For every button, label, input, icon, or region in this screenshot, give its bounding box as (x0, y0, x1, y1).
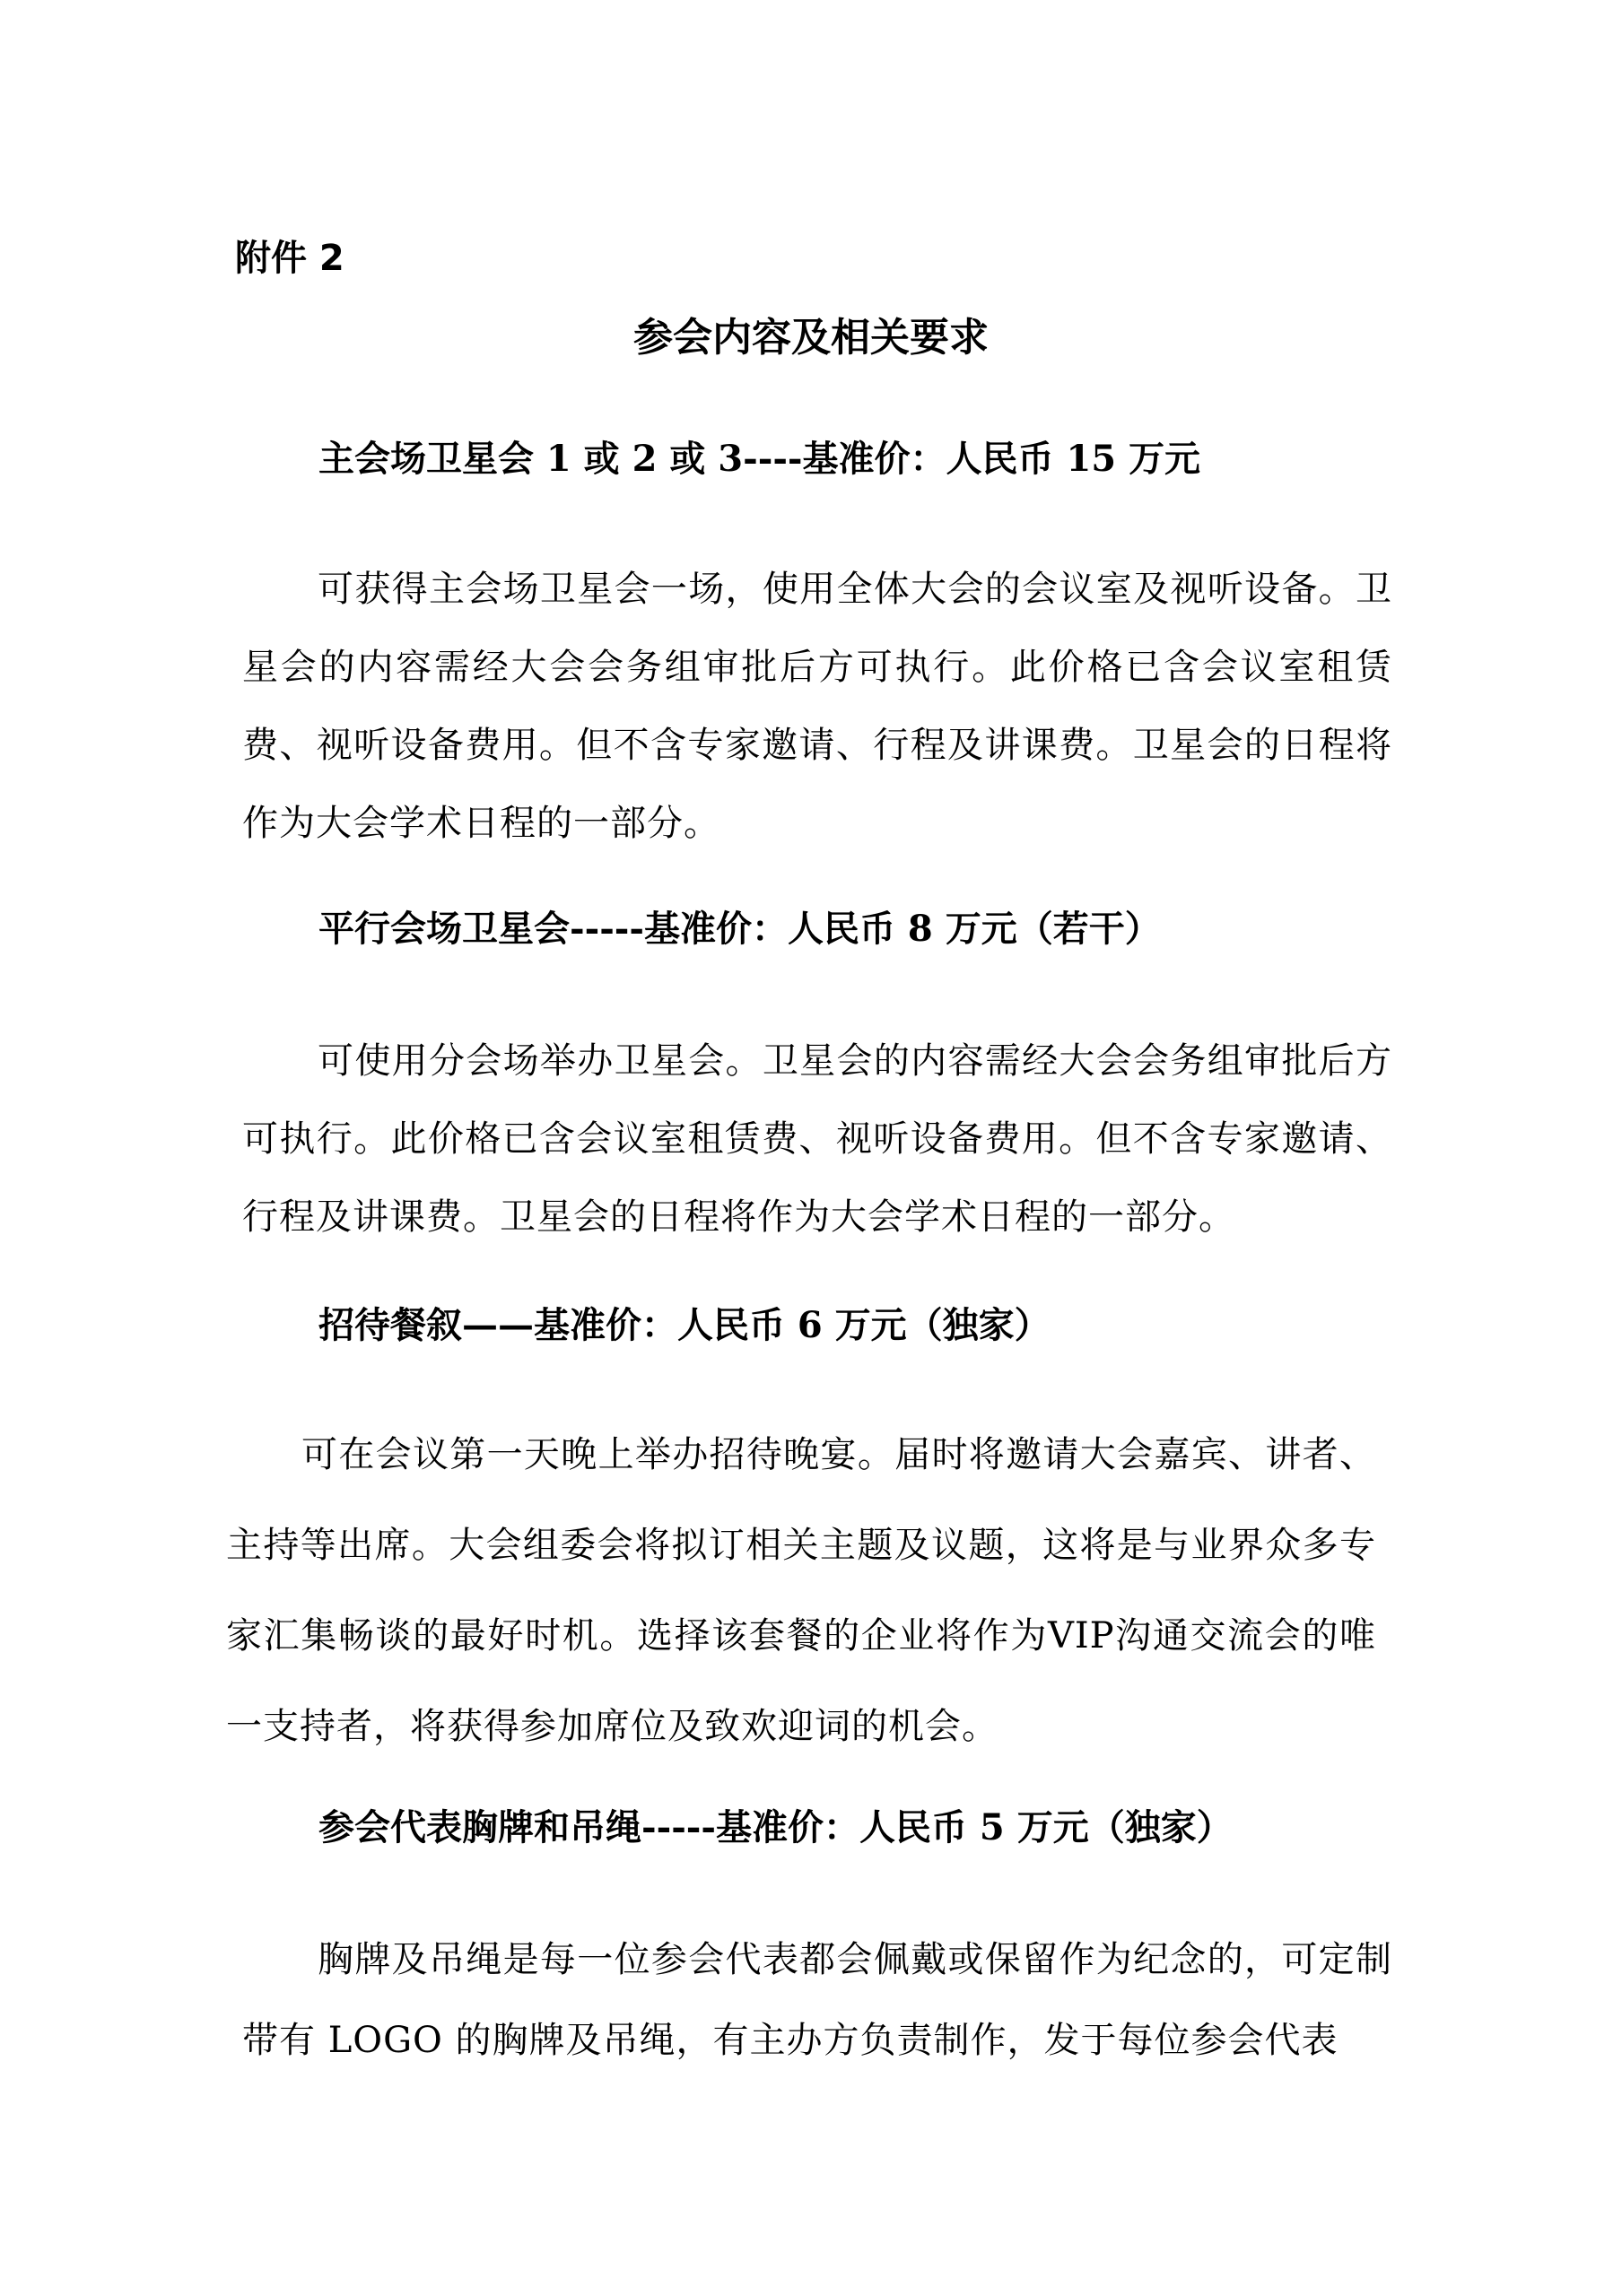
document-title: 参会内容及相关要求 (633, 315, 989, 361)
section-body-badge-lanyard: 胸牌及吊绳是每一位参会代表都会佩戴或保留作为纪念的，可定制带有 LOGO 的胸牌及吊绳，有主办方负责制作，发于每位参会代表 (242, 1939, 1392, 2061)
attachment-label: 附件 2 (235, 238, 344, 279)
section-heading-badge-lanyard: 参会代表胸牌和吊绳-----基准价：人民币 5 万元（独家） (318, 1806, 1233, 1848)
section-body-reception-dinner: 可在会议第一天晚上举办招待晚宴。届时将邀请大会嘉宾、讲者、主持等出席。大会组委会将拟订相关主题及议题，这将是与业界众多专家汇集畅谈的最好时机。选择该套餐的企业将作为VIP沟通交流会的唯一支持者，将获得参加席位及致欢迎词的机会。 (226, 1434, 1376, 1747)
section-body-parallel-satellite: 可使用分会场举办卫星会。卫星会的内容需经大会会务组审批后方可执行。此价格已含会议室租赁费、视听设备费用。但不含专家邀请、行程及讲课费。卫星会的日程将作为大会学术日程的一部分。 (242, 1040, 1392, 1238)
section-heading-reception-dinner: 招待餐叙——基准价：人民币 6 万元（独家） (318, 1304, 1051, 1346)
section-heading-main-satellite: 主会场卫星会 1 或 2 或 3----基准价：人民币 15 万元 (318, 438, 1201, 480)
section-heading-parallel-satellite: 平行会场卫星会-----基准价：人民币 8 万元（若干） (318, 908, 1161, 950)
section-body-main-satellite: 可获得主会场卫星会一场，使用全体大会的会议室及视听设备。卫星会的内容需经大会会务组审批后方可执行。此价格已含会议室租赁费、视听设备费用。但不含专家邀请、行程及讲课费。卫星会的日程将作为大会学术日程的一部分。 (242, 569, 1392, 844)
